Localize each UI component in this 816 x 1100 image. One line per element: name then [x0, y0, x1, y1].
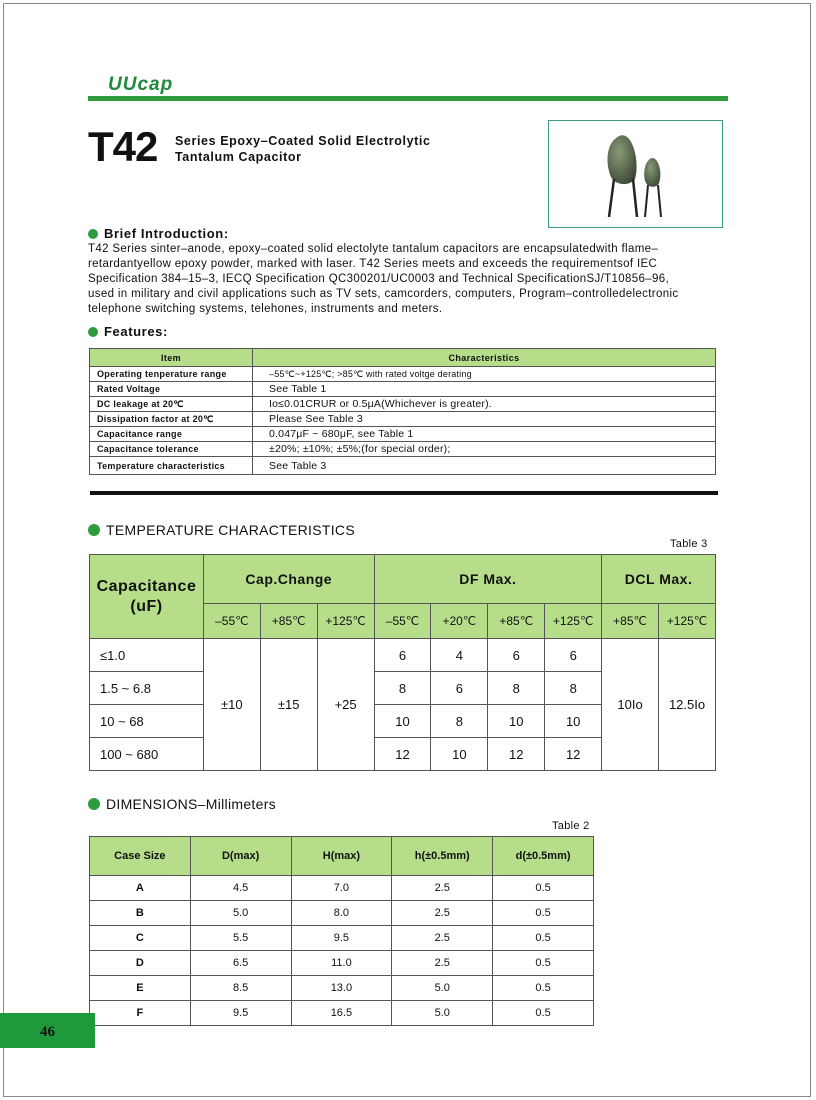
case-size: E	[90, 976, 191, 1001]
bullet-icon	[88, 327, 98, 337]
dim-header: H(max)	[291, 837, 392, 876]
dim-value: 9.5	[291, 926, 392, 951]
df-value: 12	[545, 738, 602, 771]
feature-item: Rated Voltage	[90, 382, 253, 397]
temperature-table	[89, 554, 716, 771]
brand-logo: UUcap	[108, 74, 174, 95]
case-size: B	[90, 901, 191, 926]
feature-item: Operating tenperature range	[90, 367, 253, 382]
table-row	[90, 1001, 594, 1026]
df-value: 8	[488, 672, 545, 705]
intro-line: Specification 384–15–3, IECQ Specification QC300201/UC0003 and Technical SpecificationSJ/T10856–96,	[88, 273, 670, 285]
subtitle-line: Tantalum Capacitor	[175, 150, 302, 164]
df-value: 10	[545, 705, 602, 738]
dim-value: 2.5	[392, 876, 493, 901]
dcl-max-header: DCL Max.	[602, 555, 716, 604]
intro-line: used in military and civil applications such as TV sets, camcorders, computers, Program–controlledelectronic	[88, 288, 679, 300]
dim-value: 7.0	[291, 876, 392, 901]
table-row	[90, 457, 716, 475]
cap-change-value: ±10	[203, 639, 260, 771]
bullet-icon	[88, 524, 100, 536]
dim-header: h(±0.5mm)	[392, 837, 493, 876]
intro-line: T42 Series sinter–anode, epoxy–coated solid electolyte tantalum capacitors are encapsulatedwith flame–	[88, 243, 659, 255]
header-rule	[88, 96, 728, 101]
temp-subheader: +85℃	[260, 604, 317, 639]
dcl-value: 10Io	[602, 639, 659, 771]
df-value: 10	[488, 705, 545, 738]
dim-value: 0.5	[493, 1001, 594, 1026]
dim-value: 8.5	[190, 976, 291, 1001]
table-row	[90, 639, 716, 672]
dim-value: 2.5	[392, 926, 493, 951]
cap-change-value: ±15	[260, 639, 317, 771]
dcl-value: 12.5Io	[659, 639, 716, 771]
df-value: 6	[374, 639, 431, 672]
intro-line: telephone switching systems, telehones, instruments and meters.	[88, 303, 443, 315]
temp-subheader: +125℃	[545, 604, 602, 639]
temp-subheader: +125℃	[317, 604, 374, 639]
df-value: 6	[545, 639, 602, 672]
dim-value: 0.5	[493, 901, 594, 926]
bullet-icon	[88, 798, 100, 810]
table-row	[90, 397, 716, 412]
model-title: T42	[88, 123, 158, 170]
feature-item: Temperature characteristics	[90, 457, 253, 475]
dim-header: d(±0.5mm)	[493, 837, 594, 876]
dim-value: 5.0	[392, 1001, 493, 1026]
temp-subheader: +125℃	[659, 604, 716, 639]
df-max-header: DF Max.	[374, 555, 602, 604]
table-label: Table 3	[670, 538, 708, 550]
dimensions-heading	[88, 796, 276, 812]
capacitance-header	[90, 555, 204, 639]
capacitance-range: 100 ~ 680	[90, 738, 204, 771]
dim-value: 13.0	[291, 976, 392, 1001]
table-label: Table 2	[552, 820, 590, 832]
table-row	[90, 382, 716, 397]
table-row	[90, 367, 716, 382]
product-photo	[548, 120, 723, 228]
intro-heading	[88, 226, 229, 241]
capacitance-range: 10 ~ 68	[90, 705, 204, 738]
col-item: Item	[90, 349, 253, 367]
feature-item: Capacitance tolerance	[90, 442, 253, 457]
feature-value: ±20%; ±10%; ±5%;(for special order);	[253, 442, 716, 457]
temp-subheader: –55℃	[203, 604, 260, 639]
temp-subheader: +85℃	[602, 604, 659, 639]
features-heading	[88, 324, 168, 339]
features-table	[89, 348, 716, 475]
feature-value: Please See Table 3	[253, 412, 716, 427]
dim-value: 2.5	[392, 951, 493, 976]
dim-value: 16.5	[291, 1001, 392, 1026]
dim-value: 5.5	[190, 926, 291, 951]
df-value: 8	[545, 672, 602, 705]
capacitance-range: 1.5 ~ 6.8	[90, 672, 204, 705]
feature-value: See Table 1	[253, 382, 716, 397]
df-value: 4	[431, 639, 488, 672]
df-value: 10	[374, 705, 431, 738]
feature-value: Io≤0.01CRUR or 0.5μA(Whichever is greater).	[253, 397, 716, 412]
table-row	[90, 926, 594, 951]
case-size: A	[90, 876, 191, 901]
cap-change-header: Cap.Change	[203, 555, 374, 604]
table-header-row	[90, 349, 716, 367]
df-value: 12	[488, 738, 545, 771]
table-row	[90, 442, 716, 457]
dim-value: 8.0	[291, 901, 392, 926]
table-row	[90, 427, 716, 442]
capacitance-header-unit: (uF)	[130, 597, 163, 615]
dim-header: D(max)	[190, 837, 291, 876]
capacitance-header-label: Capacitance	[96, 577, 197, 595]
intro-line: retardantyellow epoxy powder, marked with laser. T42 Series meets and exceeds the requirementsof IEC	[88, 258, 658, 270]
feature-value: 0.047μF ~ 680μF, see Table 1	[253, 427, 716, 442]
capacitance-range: ≤1.0	[90, 639, 204, 672]
feature-item: Capacitance range	[90, 427, 253, 442]
dim-value: 9.5	[190, 1001, 291, 1026]
dim-value: 0.5	[493, 976, 594, 1001]
case-size: C	[90, 926, 191, 951]
feature-item: DC leakage at 20℃	[90, 397, 253, 412]
temp-subheader: +85℃	[488, 604, 545, 639]
dimensions-heading-text: DIMENSIONS–Millimeters	[106, 796, 276, 812]
dim-value: 0.5	[493, 876, 594, 901]
table-header-row	[90, 837, 594, 876]
dim-value: 0.5	[493, 926, 594, 951]
dim-value: 0.5	[493, 951, 594, 976]
temperature-heading-text: TEMPERATURE CHARACTERISTICS	[106, 522, 355, 538]
features-heading-text: Features:	[104, 324, 168, 339]
temp-subheader: –55℃	[374, 604, 431, 639]
table-row	[90, 976, 594, 1001]
dim-value: 11.0	[291, 951, 392, 976]
bullet-icon	[88, 229, 98, 239]
intro-paragraph	[88, 242, 728, 317]
df-value: 6	[431, 672, 488, 705]
df-value: 12	[374, 738, 431, 771]
dim-value: 4.5	[190, 876, 291, 901]
df-value: 10	[431, 738, 488, 771]
case-size: D	[90, 951, 191, 976]
dimensions-table	[89, 836, 594, 1026]
dim-value: 2.5	[392, 901, 493, 926]
table-header-row	[90, 555, 716, 604]
temp-subheader: +20℃	[431, 604, 488, 639]
table-row	[90, 876, 594, 901]
feature-value: –55℃~+125℃; >85℃ with rated voltge derating	[253, 367, 716, 382]
dim-value: 5.0	[392, 976, 493, 1001]
dim-header: Case Size	[90, 837, 191, 876]
temperature-heading	[88, 522, 355, 538]
section-divider	[90, 491, 718, 495]
feature-value: See Table 3	[253, 457, 716, 475]
table-row	[90, 412, 716, 427]
subtitle-line: Series Epoxy–Coated Solid Electrolytic	[175, 134, 431, 148]
dim-value: 6.5	[190, 951, 291, 976]
intro-heading-text: Brief Introduction:	[104, 226, 229, 241]
tantalum-capacitor-photo	[549, 121, 722, 227]
feature-item: Dissipation factor at 20℃	[90, 412, 253, 427]
df-value: 8	[374, 672, 431, 705]
dim-value: 5.0	[190, 901, 291, 926]
case-size: F	[90, 1001, 191, 1026]
df-value: 8	[431, 705, 488, 738]
table-row	[90, 901, 594, 926]
table-row	[90, 951, 594, 976]
product-subtitle	[175, 133, 431, 165]
cap-change-value: +25	[317, 639, 374, 771]
page-number: 46	[0, 1013, 95, 1048]
col-characteristics: Characteristics	[253, 349, 716, 367]
df-value: 6	[488, 639, 545, 672]
